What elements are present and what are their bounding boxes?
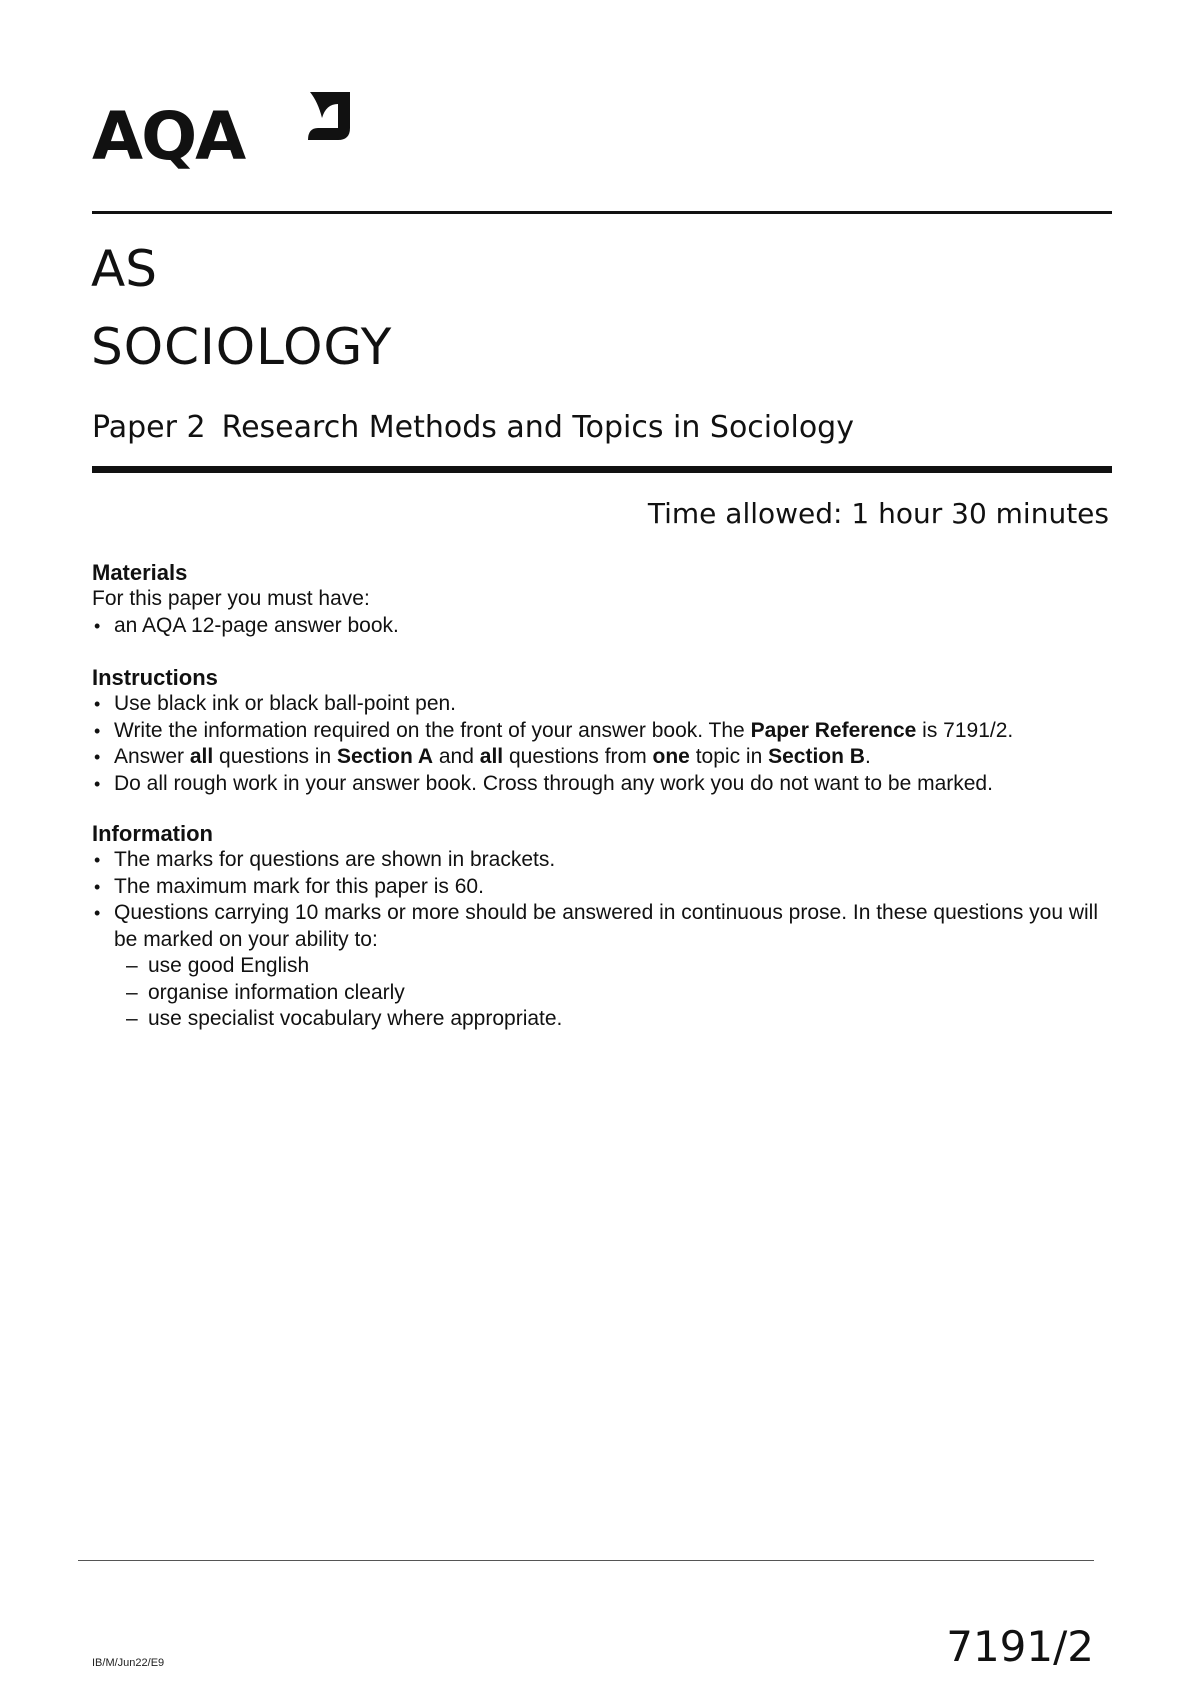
materials-section [92, 559, 1112, 639]
qualification-level: AS [91, 240, 157, 298]
information-list [92, 847, 1112, 1033]
list-item: • Questions carrying 10 marks or more should be answered in continuous prose. In these questions you will be marked on your ability to: [92, 900, 1112, 953]
logo-text: AQA [92, 98, 245, 175]
list-item: • Write the information required on the front of your answer book. The Paper Reference is 7191/2. [92, 718, 1112, 745]
list-item: • Answer all questions in Section A and all questions from one topic in Section B. [92, 744, 1112, 771]
aqa-logo [92, 88, 362, 184]
information-heading: Information [92, 821, 213, 846]
list-item: • Use black ink or black ball-point pen. [92, 691, 1112, 718]
sub-list-item: – use good English [92, 953, 1112, 980]
sub-list-item: – organise information clearly [92, 980, 1112, 1007]
list-item: • The marks for questions are shown in brackets. [92, 847, 1112, 874]
materials-heading: Materials [92, 560, 188, 585]
instructions-list [92, 691, 1112, 797]
paper-title: Research Methods and Topics in Sociology [221, 410, 854, 445]
header-rule [92, 211, 1112, 214]
time-allowed: Time allowed: 1 hour 30 minutes [647, 497, 1109, 530]
list-item: • an AQA 12-page answer book. [92, 613, 1112, 640]
title-rule [92, 466, 1112, 473]
materials-list [92, 613, 1112, 640]
subject-title: SOCIOLOGY [91, 318, 393, 376]
paper-number: Paper 2 [92, 410, 206, 445]
print-code: IB/M/Jun22/E9 [92, 1657, 165, 1669]
emphasis: Paper Reference [750, 718, 917, 742]
instructions-section [92, 664, 1112, 797]
leaf-mark-icon [304, 88, 354, 144]
instructions-heading: Instructions [92, 665, 218, 690]
footer-rule [78, 1560, 1094, 1561]
list-item: • The maximum mark for this paper is 60. [92, 874, 1112, 901]
list-item: • Do all rough work in your answer book. Cross through any work you do not want to be marked. [92, 771, 1112, 798]
paper-heading [92, 410, 854, 445]
materials-intro: For this paper you must have: [92, 587, 370, 610]
sub-list-item: – use specialist vocabulary where appropriate. [92, 1006, 1112, 1033]
information-section [92, 820, 1112, 1033]
paper-reference: 7191/2 [946, 1622, 1094, 1671]
